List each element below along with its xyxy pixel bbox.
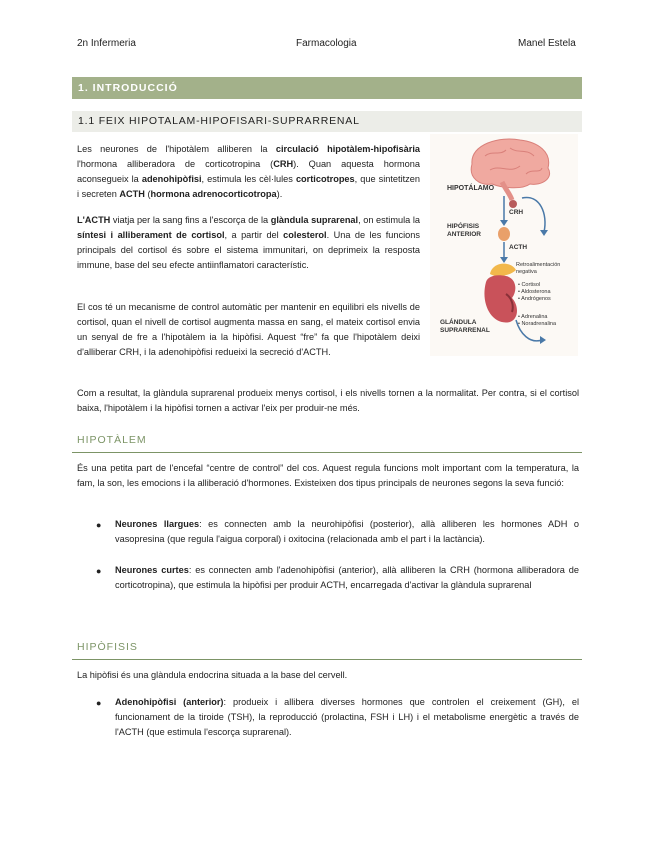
label-hipotalamo: HIPOTÁLAMO bbox=[447, 185, 495, 192]
hpa-axis-diagram bbox=[430, 134, 578, 356]
adrenal-kidney-illustration bbox=[484, 264, 517, 323]
label-adrenalina: • Adrenalina bbox=[518, 314, 548, 320]
subsection-title: 1.1 FEIX HIPOTALAM-HIPOFISARI-SUPRARRENAL bbox=[72, 111, 582, 132]
label-crh: CRH bbox=[509, 209, 524, 216]
hipofisis-intro: La hipòfisi és una glàndula endocrina situada a la base del cervell. bbox=[77, 670, 348, 680]
feedback-arrow bbox=[522, 197, 545, 232]
list-item-neurones-curtes: Neurones curtes: es connecten amb l'adenohipòfisi (anterior), allà alliberen la CRH (hormona alliberadora de corticotropina), que estimula la hipòfisi per produir ACTH, encarregada d'activar la glàndula suprarenal bbox=[115, 565, 579, 590]
label-retro-1: Retroalimentación bbox=[516, 262, 561, 268]
label-androgenos: • Andrógenos bbox=[518, 296, 551, 302]
label-hipofisis-1: HIPÓFISIS bbox=[447, 223, 480, 230]
label-cortisol: • Cortisol bbox=[518, 282, 541, 288]
pituitary-illustration bbox=[498, 227, 510, 241]
label-acth: ACTH bbox=[509, 244, 528, 251]
list-item-neurones-llargues: Neurones llargues: es connecten amb la neurohipòfisi (posterior), allà alliberen les hormones ADH o vasopresina (que regula l'aigua corporal) i oxitocina (relacionada amb el part i la lactància). bbox=[115, 519, 579, 544]
list-item-adenohipofisi: Adenohipòfisi (anterior): produeix i allibera diverses hormones que controlen el creixement (GH), el funcionament de la tiroide (TSH), la reproducció (prolactina, FSH i LH) i el metabolisme energètic a través de l'ACTH (que estimula l'escorça suprarenal). bbox=[115, 697, 579, 737]
header-course: 2n Infermeria bbox=[77, 38, 136, 49]
label-retro-2: negativa bbox=[516, 269, 537, 275]
heading-hipofisis: HIPÒFISIS bbox=[77, 641, 138, 653]
bullet: ● bbox=[96, 520, 102, 530]
header-author: Manel Estela bbox=[518, 38, 576, 49]
divider bbox=[72, 452, 582, 453]
paragraph-1: Les neurones de l'hipotàlem alliberen la circulació hipotàlem-hipofisària l'hormona alliberadora de corticotropina (CRH). Quan aquesta hormona aconsegueix la adenohipòfisi, estimula les cèl·lules corticotropes, que sintetitzen i secreten ACTH (hormona adrenocorticotropa). bbox=[77, 144, 420, 199]
paragraph-4: Com a resultat, la glàndula suprarenal produeix menys cortisol, i els nivells tornen a la normalitat. Per contra, si el cortisol baixa, l'hipotàlem i la hipòfisi tornen a activar l'eix per produir-ne més. bbox=[77, 388, 579, 413]
paragraph-2: L'ACTH viatja per la sang fins a l'escorça de la glàndula suprarenal, on estimula la síntesi i alliberament de cortisol, a partir del colesterol. Una de les funcions principals del cortisol és sobre el sistema immunitari, on deprimeix la resposta immune, base del seu efecte antiinflamatori característic. bbox=[77, 215, 420, 270]
bullet: ● bbox=[96, 698, 102, 708]
section-title: 1. INTRODUCCIÓ bbox=[72, 77, 582, 99]
label-glandula-2: SUPRARRENAL bbox=[440, 327, 490, 334]
heading-hipotalem: HIPOTÀLEM bbox=[77, 434, 147, 446]
header-subject: Farmacologia bbox=[296, 38, 357, 49]
label-noradrenalina: • Noradrenalina bbox=[518, 321, 557, 327]
bullet: ● bbox=[96, 566, 102, 576]
brain-illustration bbox=[471, 139, 549, 208]
label-hipofisis-2: ANTERIOR bbox=[447, 231, 481, 238]
divider bbox=[72, 659, 582, 660]
label-glandula-1: GLÁNDULA bbox=[440, 319, 477, 326]
hpa-axis-figure bbox=[430, 134, 578, 356]
hipotalem-intro: És una petita part de l'encefal “centre de control” del cos. Aquest regula funcions molt important com la temperatura, la fam, la son, les emocions i la alliberació d'hormones. Existeixen dos tipus principals de neurones segons la seva funció: bbox=[77, 463, 579, 488]
paragraph-3: El cos té un mecanisme de control automàtic per mantenir en equilibri els nivells de cortisol, quan el nivell de cortisol augmenta massa en sang, el mateix cortisol envia un senyal de fre a l'hipotàlem ia la hipòfisi. Aquest “fre” fa que l'hipotàlem deixi d'alliberar CRH, i la adenohipòfisi redueixi la secreció d'ACTH. bbox=[77, 302, 420, 357]
label-aldosterona: • Aldosterona bbox=[518, 289, 551, 295]
